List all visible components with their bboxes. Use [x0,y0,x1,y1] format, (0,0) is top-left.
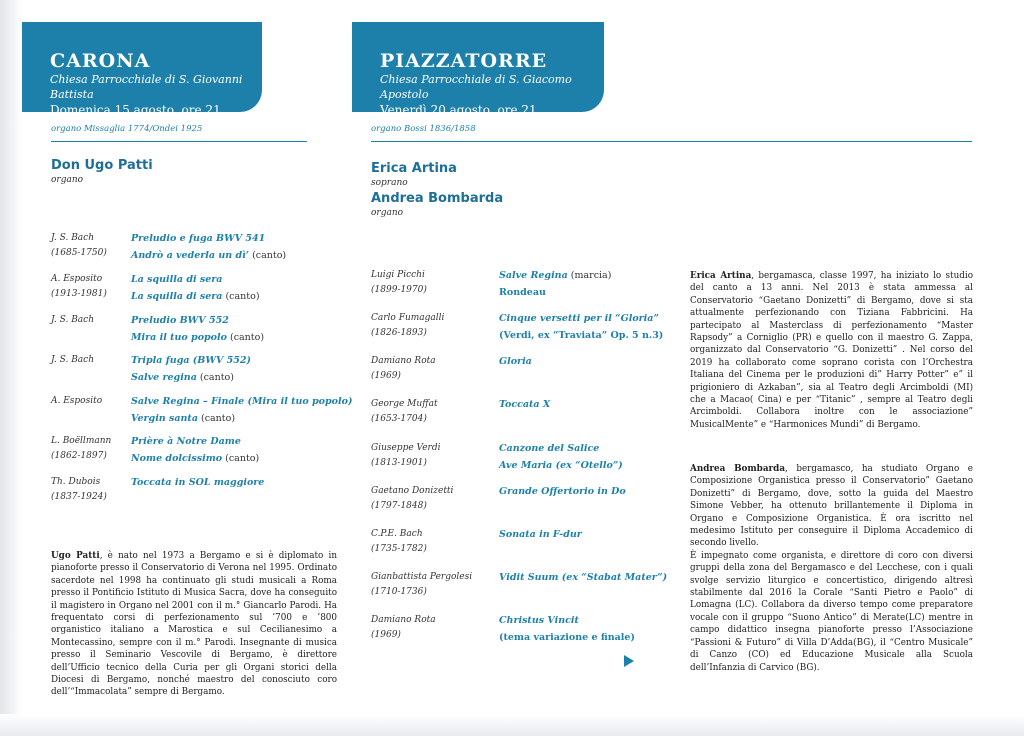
program-pieces: Toccata X [499,399,551,410]
bottom-decorative-band [0,714,1024,736]
carona-organ: organo Missaglia 1774/Ondei 1925 [51,124,203,134]
program-pieces: Sonata in F-dur [499,529,582,540]
carona-church: Chiesa Parrocchiale di S. Giovanni Battista [50,73,243,101]
program-composer: L. Boëllmann (1862-1897) [51,436,112,461]
carona-performer-role: organo [51,175,84,185]
program-composer: Th. Dubois (1837-1924) [51,477,107,502]
program-composer: J. S. Bach [51,315,95,325]
page-fold-shadow [0,0,22,736]
program-composer: Giuseppe Verdi (1813-1901) [371,443,441,468]
carona-performer: Don Ugo Patti [51,158,153,173]
piazzatorre-organ: organo Bossi 1836/1858 [371,124,476,134]
program-pieces: La squilla di sera La squilla di sera (canto) [131,274,260,302]
erica-artina-bio: Erica Artina, bergamasca, classe 1997, ha iniziato lo studio del canto a 13 anni. Nel 2013 è stata ammessa al Conservatorio “Gaetano Donizetti” di Bergamo, dove si sta attualmente perfezionando con Tiziana Fabbricini. Ha partecipato al Masterclass di perfezionamento “Master Rapsody” a Corniglio (PR) e quello con il maestro G. Zappa, organizzato dal Conservatorio “G. Donizetti” . Nel corso del 2019 ha collaborato come soprano corista con l’Orchestra Italiana del Cinema per le produzioni di” Harry Potter” e” il prigioniero di Azkaban”, sia al Teatro degli Arcimboldi (MI) che a Macao( Cina) e per “Titanic” , sempre al Teatro degli Arcimboldi. Collabora inoltre con le associazione” MusicalMente” e “Harmonices Mundi” di Bergamo. [690,271,973,430]
program-composer: Gaetano Donizetti (1797-1848) [371,486,454,511]
program-pieces: Gloria [499,356,532,367]
program-pieces: Salve Regina – Finale (Mira il tuo popolo) Vergin santa (canto) [131,396,353,424]
program-composer: C.P.E. Bach (1735-1782) [371,529,427,554]
program-composer: Luigi Picchi (1899-1970) [371,270,427,295]
program-composer: A. Esposito [51,396,103,406]
program-composer: Damiano Rota (1969) [371,356,436,381]
program-pieces: Prière à Notre Dame Nome dolcissimo (canto) [131,436,260,464]
program-pieces: Christus Vincit (tema variazione e finale) [499,615,635,643]
program-composer: A. Esposito (1913-1981) [51,274,107,299]
program-composer: J. S. Bach [51,355,95,365]
carona-date: Domenica 15 agosto, ore 21 [50,103,221,117]
carona-bio: Ugo Patti, è nato nel 1973 a Bergamo e si è diplomato in pianoforte presso il Conservatorio di Verona nel 1995. Ordinato sacerdote nel 1998 ha continuato gli studi musicali a Roma presso il Pontificio Istituto di Musica Sacra, dove ha conseguito il magistero in Organo nel 2001 con il m.° Giancarlo Parodi. Ha frequentato corsi di perfezionamento sul ’700 e ’800 organistico italiano a Marostica e sul Cecilianesimo a Montecassino, sempre con il m.° Parodi. Insegnante di musica presso il Seminario Vescovile di Bergamo, è direttore dell’Ufficio tecnico della Curia per gli Organi storici della Diocesi di Bergamo, nonché maestro del conosciuto coro dell’“Immacolata” sempre di Bergamo. [51,551,338,698]
piazzatorre-performer-2: Andrea Bombarda [371,191,504,206]
program-pieces: Preludio e fuga BWV 541 Andrò a vederla un dì’ (canto) [131,233,287,261]
piazzatorre-town: PIAZZATORRE [380,50,548,72]
program-pieces: Toccata in SOL maggiore [131,477,265,488]
program-composer: George Muffat (1653-1704) [371,399,438,424]
program-composer: Gianbattista Pergolesi (1710-1736) [371,572,473,597]
piazzatorre-church: Chiesa Parrocchiale di S. Giacomo Apostolo [380,73,572,101]
piazzatorre-header [352,22,604,117]
program-pieces: Vidit Suum (ex “Stabat Mater”) [499,572,668,583]
program-composer: Carlo Fumagalli (1826-1893) [371,313,445,338]
piazzatorre-divider [371,141,972,142]
piazzatorre-performer-2-role: organo [371,208,404,218]
program-pieces: Salve Regina (marcia) Rondeau [499,270,612,298]
program-pieces: Preludio BWV 552 Mira il tuo popolo (canto) [131,315,265,343]
program-pieces: Canzone del Salice Ave Maria (ex “Otello”) [499,443,623,471]
program-composer: Damiano Rota (1969) [371,615,436,640]
piazzatorre-performer-1: Erica Artina [371,161,457,176]
program-pieces: Grande Offertorio in Do [499,486,626,497]
carona-divider [51,141,307,142]
program-pieces: Cinque versetti per il “Gloria” (Verdi, ex “Traviata” Op. 5 n.3) [499,313,664,341]
piazzatorre-performer-1-role: soprano [371,178,408,188]
program-composer: J. S. Bach (1685-1750) [51,233,107,258]
andrea-bombarda-bio: Andrea Bombarda, bergamasco, ha studiato Organo e Composizione Organistica presso il Conservatorio” Gaetano Donizetti” di Bergamo, dove, sotto la guida del Maestro Simone Vebber, ha ottenuto brillantemente il Diploma in Organo e Composizione Organistica. È ora iscritto nel medesimo Istituto per conseguire il Diploma Accademico di secondo livello. È impegnato come organista, e direttore di coro con diversi gruppi della zona del Bergamasco e del Lecchese, con i quali svolge servizio liturgico e concertistico, dirigendo altresì stabilmente dal 2016 la Corale “Santi Pietro e Paolo” di Lomagna (LC). Collabora da diverso tempo come preparatore vocale con il gruppo “Suono Antico” di Merate(LC) mentre in campo didattico insegna pianoforte presso l’Associazione “Passioni & Futuro” di Villa D’Adda(BG), il “Centro Musicale” di Canzo (CO) ed Educazione Musicale alla Scuola dell’Infanzia di Carvico (BG). [690,464,973,673]
program-pieces: Tripla fuga (BWV 552) Salve regina (canto) [131,355,252,383]
piazzatorre-date: Venerdì 20 agosto, ore 21 [380,103,537,117]
carona-header [22,22,262,117]
next-page-arrow-icon [624,655,634,667]
carona-town: CARONA [50,50,151,72]
